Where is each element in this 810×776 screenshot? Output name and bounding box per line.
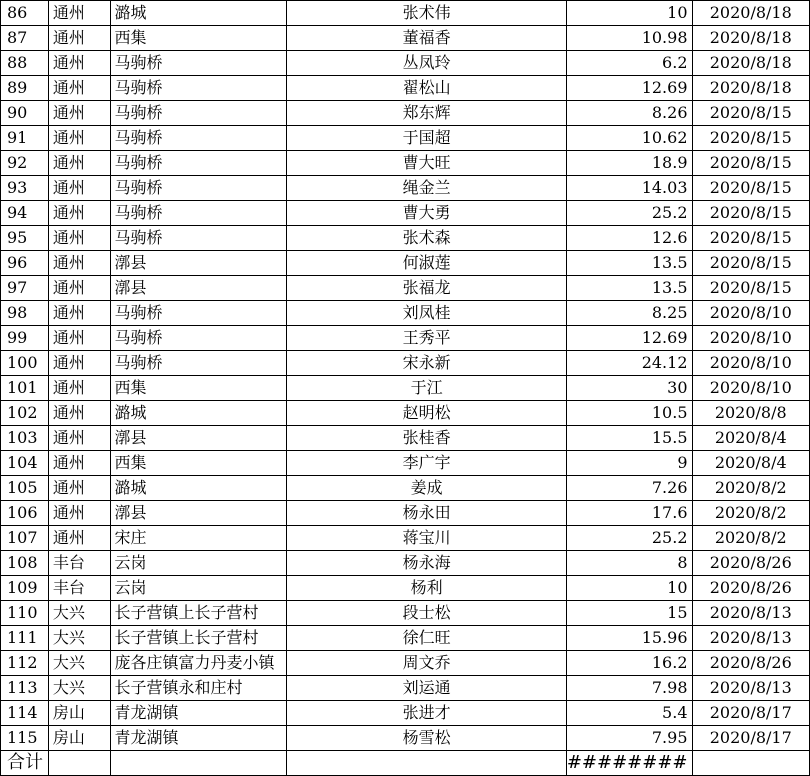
table-body: [1, 1, 810, 751]
table-row: [1, 451, 810, 476]
name-cell[interactable]: 段士松: [287, 601, 566, 626]
amount-cell[interactable]: 12.6: [566, 226, 692, 251]
name-cell[interactable]: 刘凤桂: [287, 301, 566, 326]
town-cell[interactable]: 长子营镇上长子营村: [110, 601, 287, 626]
row-number-cell[interactable]: 105: [1, 476, 49, 501]
row-number-cell[interactable]: 95: [1, 226, 49, 251]
amount-cell[interactable]: 7.26: [566, 476, 692, 501]
table-row: [1, 426, 810, 451]
date-cell[interactable]: 2020/8/15: [692, 226, 810, 251]
table-row: [1, 151, 810, 176]
date-cell[interactable]: 2020/8/13: [692, 601, 810, 626]
row-number-cell[interactable]: 114: [1, 701, 49, 726]
table-row: [1, 351, 810, 376]
town-cell[interactable]: 潞城: [110, 1, 287, 26]
total-empty-cell[interactable]: [110, 751, 287, 776]
name-cell[interactable]: 李广宇: [287, 451, 566, 476]
name-cell[interactable]: 宋永新: [287, 351, 566, 376]
table-row: [1, 701, 810, 726]
table-row: [1, 526, 810, 551]
amount-cell[interactable]: 18.9: [566, 151, 692, 176]
amount-cell[interactable]: 24.12: [566, 351, 692, 376]
name-cell[interactable]: 曹大勇: [287, 201, 566, 226]
amount-cell[interactable]: 8.25: [566, 301, 692, 326]
date-cell[interactable]: 2020/8/13: [692, 676, 810, 701]
town-cell[interactable]: 宋庄: [110, 526, 287, 551]
name-cell[interactable]: 丛凤玲: [287, 51, 566, 76]
town-cell[interactable]: 西集: [110, 26, 287, 51]
district-cell[interactable]: 通州: [48, 351, 110, 376]
date-cell[interactable]: 2020/8/15: [692, 251, 810, 276]
amount-cell[interactable]: 15.5: [566, 426, 692, 451]
name-cell[interactable]: 张福龙: [287, 276, 566, 301]
town-cell[interactable]: 马驹桥: [110, 226, 287, 251]
district-cell[interactable]: 通州: [48, 126, 110, 151]
district-cell[interactable]: 通州: [48, 76, 110, 101]
amount-cell[interactable]: 13.5: [566, 251, 692, 276]
name-cell[interactable]: 王秀平: [287, 326, 566, 351]
table-row: [1, 26, 810, 51]
district-cell[interactable]: 通州: [48, 176, 110, 201]
name-cell[interactable]: 于江: [287, 376, 566, 401]
amount-cell[interactable]: 6.2: [566, 51, 692, 76]
town-cell[interactable]: 马驹桥: [110, 151, 287, 176]
district-cell[interactable]: 通州: [48, 476, 110, 501]
amount-cell[interactable]: 10: [566, 576, 692, 601]
row-number-cell[interactable]: 110: [1, 601, 49, 626]
town-cell[interactable]: 西集: [110, 451, 287, 476]
table-row: [1, 376, 810, 401]
row-number-cell[interactable]: 106: [1, 501, 49, 526]
district-cell[interactable]: 通州: [48, 151, 110, 176]
town-cell[interactable]: 青龙湖镇: [110, 726, 287, 751]
date-cell[interactable]: 2020/8/13: [692, 626, 810, 651]
date-cell[interactable]: 2020/8/4: [692, 451, 810, 476]
date-cell[interactable]: 2020/8/18: [692, 26, 810, 51]
town-cell[interactable]: 马驹桥: [110, 176, 287, 201]
amount-cell[interactable]: 15.96: [566, 626, 692, 651]
date-cell[interactable]: 2020/8/26: [692, 576, 810, 601]
table-row: [1, 126, 810, 151]
name-cell[interactable]: 杨永海: [287, 551, 566, 576]
date-cell[interactable]: 2020/8/2: [692, 476, 810, 501]
amount-cell[interactable]: 8.26: [566, 101, 692, 126]
name-cell[interactable]: 蒋宝川: [287, 526, 566, 551]
district-cell[interactable]: 通州: [48, 201, 110, 226]
row-number-cell[interactable]: 92: [1, 151, 49, 176]
town-cell[interactable]: 漷县: [110, 251, 287, 276]
date-cell[interactable]: 2020/8/15: [692, 101, 810, 126]
row-number-cell[interactable]: 90: [1, 101, 49, 126]
row-number-cell[interactable]: 107: [1, 526, 49, 551]
table-row: [1, 276, 810, 301]
row-number-cell[interactable]: 113: [1, 676, 49, 701]
amount-cell[interactable]: 17.6: [566, 501, 692, 526]
total-row: [1, 751, 810, 776]
row-number-cell[interactable]: 87: [1, 26, 49, 51]
table-row: [1, 101, 810, 126]
town-cell[interactable]: 云岗: [110, 551, 287, 576]
name-cell[interactable]: 姜成: [287, 476, 566, 501]
row-number-cell[interactable]: 91: [1, 126, 49, 151]
town-cell[interactable]: 马驹桥: [110, 201, 287, 226]
amount-cell[interactable]: 25.2: [566, 526, 692, 551]
row-number-cell[interactable]: 88: [1, 51, 49, 76]
total-amount-cell[interactable]: ########: [566, 751, 692, 776]
town-cell[interactable]: 青龙湖镇: [110, 701, 287, 726]
district-cell[interactable]: 房山: [48, 701, 110, 726]
town-cell[interactable]: 潞城: [110, 401, 287, 426]
row-number-cell[interactable]: 115: [1, 726, 49, 751]
name-cell[interactable]: 赵明松: [287, 401, 566, 426]
table-row: [1, 226, 810, 251]
row-number-cell[interactable]: 111: [1, 626, 49, 651]
table-row: [1, 676, 810, 701]
name-cell[interactable]: 张术伟: [287, 1, 566, 26]
district-cell[interactable]: 房山: [48, 726, 110, 751]
amount-cell[interactable]: 10.5: [566, 401, 692, 426]
total-empty-cell[interactable]: [48, 751, 110, 776]
name-cell[interactable]: 杨永田: [287, 501, 566, 526]
total-empty-cell[interactable]: [287, 751, 566, 776]
district-cell[interactable]: 通州: [48, 301, 110, 326]
row-number-cell[interactable]: 94: [1, 201, 49, 226]
town-cell[interactable]: 长子营镇永和庄村: [110, 676, 287, 701]
table-row: [1, 51, 810, 76]
date-cell[interactable]: 2020/8/15: [692, 126, 810, 151]
name-cell[interactable]: 张术森: [287, 226, 566, 251]
row-number-cell[interactable]: 102: [1, 401, 49, 426]
table-row: [1, 651, 810, 676]
amount-cell[interactable]: 25.2: [566, 201, 692, 226]
district-cell[interactable]: 通州: [48, 101, 110, 126]
name-cell[interactable]: 何淑莲: [287, 251, 566, 276]
row-number-cell[interactable]: 103: [1, 426, 49, 451]
name-cell[interactable]: 董福香: [287, 26, 566, 51]
name-cell[interactable]: 徐仁旺: [287, 626, 566, 651]
district-cell[interactable]: 通州: [48, 251, 110, 276]
date-cell[interactable]: 2020/8/10: [692, 351, 810, 376]
row-number-cell[interactable]: 104: [1, 451, 49, 476]
name-cell[interactable]: 绳金兰: [287, 176, 566, 201]
table-row: [1, 476, 810, 501]
amount-cell[interactable]: 16.2: [566, 651, 692, 676]
total-label-cell[interactable]: 合计: [1, 751, 49, 776]
table-row: [1, 201, 810, 226]
date-cell[interactable]: 2020/8/2: [692, 501, 810, 526]
town-cell[interactable]: 庞各庄镇富力丹麦小镇: [110, 651, 287, 676]
town-cell[interactable]: 长子营镇上长子营村: [110, 626, 287, 651]
district-cell[interactable]: 通州: [48, 526, 110, 551]
table-row: [1, 176, 810, 201]
row-number-cell[interactable]: 101: [1, 376, 49, 401]
town-cell[interactable]: 马驹桥: [110, 51, 287, 76]
name-cell[interactable]: 张进才: [287, 701, 566, 726]
table-row: [1, 601, 810, 626]
date-cell[interactable]: 2020/8/4: [692, 426, 810, 451]
date-cell[interactable]: 2020/8/18: [692, 76, 810, 101]
date-cell[interactable]: 2020/8/17: [692, 701, 810, 726]
date-cell[interactable]: 2020/8/26: [692, 651, 810, 676]
row-number-cell[interactable]: 96: [1, 251, 49, 276]
table-row: [1, 326, 810, 351]
date-cell[interactable]: 2020/8/17: [692, 726, 810, 751]
table-row: [1, 1, 810, 26]
town-cell[interactable]: 马驹桥: [110, 101, 287, 126]
town-cell[interactable]: 西集: [110, 376, 287, 401]
row-number-cell[interactable]: 100: [1, 351, 49, 376]
date-cell[interactable]: 2020/8/15: [692, 201, 810, 226]
district-cell[interactable]: 大兴: [48, 676, 110, 701]
amount-cell[interactable]: 12.69: [566, 76, 692, 101]
date-cell[interactable]: 2020/8/15: [692, 176, 810, 201]
district-cell[interactable]: 通州: [48, 426, 110, 451]
district-cell[interactable]: 通州: [48, 276, 110, 301]
town-cell[interactable]: 马驹桥: [110, 301, 287, 326]
name-cell[interactable]: 刘运通: [287, 676, 566, 701]
district-cell[interactable]: 丰台: [48, 576, 110, 601]
row-number-cell[interactable]: 97: [1, 276, 49, 301]
name-cell[interactable]: 张桂香: [287, 426, 566, 451]
amount-cell[interactable]: 5.4: [566, 701, 692, 726]
table-row: [1, 501, 810, 526]
district-cell[interactable]: 通州: [48, 326, 110, 351]
amount-cell[interactable]: 13.5: [566, 276, 692, 301]
town-cell[interactable]: 马驹桥: [110, 76, 287, 101]
name-cell[interactable]: 翟松山: [287, 76, 566, 101]
date-cell[interactable]: 2020/8/15: [692, 151, 810, 176]
amount-cell[interactable]: 12.69: [566, 326, 692, 351]
district-cell[interactable]: 通州: [48, 401, 110, 426]
date-cell[interactable]: 2020/8/10: [692, 376, 810, 401]
table-row: [1, 401, 810, 426]
amount-cell[interactable]: 15: [566, 601, 692, 626]
amount-cell[interactable]: 10: [566, 1, 692, 26]
amount-cell[interactable]: 7.98: [566, 676, 692, 701]
town-cell[interactable]: 云岗: [110, 576, 287, 601]
amount-cell[interactable]: 10.98: [566, 26, 692, 51]
table-row: [1, 576, 810, 601]
district-cell[interactable]: 通州: [48, 26, 110, 51]
town-cell[interactable]: 马驹桥: [110, 126, 287, 151]
row-number-cell[interactable]: 109: [1, 576, 49, 601]
table-row: [1, 301, 810, 326]
name-cell[interactable]: 杨雪松: [287, 726, 566, 751]
town-cell[interactable]: 漷县: [110, 426, 287, 451]
date-cell[interactable]: 2020/8/2: [692, 526, 810, 551]
date-cell[interactable]: 2020/8/18: [692, 1, 810, 26]
date-cell[interactable]: 2020/8/10: [692, 301, 810, 326]
row-number-cell[interactable]: 98: [1, 301, 49, 326]
date-cell[interactable]: 2020/8/26: [692, 551, 810, 576]
table-row: [1, 626, 810, 651]
date-cell[interactable]: 2020/8/15: [692, 276, 810, 301]
amount-cell[interactable]: 9: [566, 451, 692, 476]
row-number-cell[interactable]: 93: [1, 176, 49, 201]
table-row: [1, 551, 810, 576]
date-cell[interactable]: 2020/8/10: [692, 326, 810, 351]
district-cell[interactable]: 大兴: [48, 626, 110, 651]
row-number-cell[interactable]: 108: [1, 551, 49, 576]
name-cell[interactable]: 杨利: [287, 576, 566, 601]
town-cell[interactable]: 潞城: [110, 476, 287, 501]
row-number-cell[interactable]: 86: [1, 1, 49, 26]
amount-cell[interactable]: 30: [566, 376, 692, 401]
amount-cell[interactable]: 7.95: [566, 726, 692, 751]
name-cell[interactable]: 郑东辉: [287, 101, 566, 126]
town-cell[interactable]: 马驹桥: [110, 326, 287, 351]
town-cell[interactable]: 马驹桥: [110, 351, 287, 376]
name-cell[interactable]: 周文乔: [287, 651, 566, 676]
name-cell[interactable]: 于国超: [287, 126, 566, 151]
name-cell[interactable]: 曹大旺: [287, 151, 566, 176]
amount-cell[interactable]: 8: [566, 551, 692, 576]
date-cell[interactable]: 2020/8/8: [692, 401, 810, 426]
town-cell[interactable]: 漷县: [110, 501, 287, 526]
district-cell[interactable]: 通州: [48, 376, 110, 401]
row-number-cell[interactable]: 112: [1, 651, 49, 676]
amount-cell[interactable]: 14.03: [566, 176, 692, 201]
town-cell[interactable]: 漷县: [110, 276, 287, 301]
row-number-cell[interactable]: 99: [1, 326, 49, 351]
date-cell[interactable]: 2020/8/18: [692, 51, 810, 76]
table-row: [1, 726, 810, 751]
table-row: [1, 251, 810, 276]
amount-cell[interactable]: 10.62: [566, 126, 692, 151]
district-cell[interactable]: 通州: [48, 226, 110, 251]
district-cell[interactable]: 大兴: [48, 601, 110, 626]
district-cell[interactable]: 通州: [48, 451, 110, 476]
row-number-cell[interactable]: 89: [1, 76, 49, 101]
district-cell[interactable]: 通州: [48, 501, 110, 526]
district-cell[interactable]: 丰台: [48, 551, 110, 576]
district-cell[interactable]: 通州: [48, 1, 110, 26]
district-cell[interactable]: 大兴: [48, 651, 110, 676]
table-row: [1, 76, 810, 101]
district-cell[interactable]: 通州: [48, 51, 110, 76]
total-empty-cell[interactable]: [692, 751, 810, 776]
